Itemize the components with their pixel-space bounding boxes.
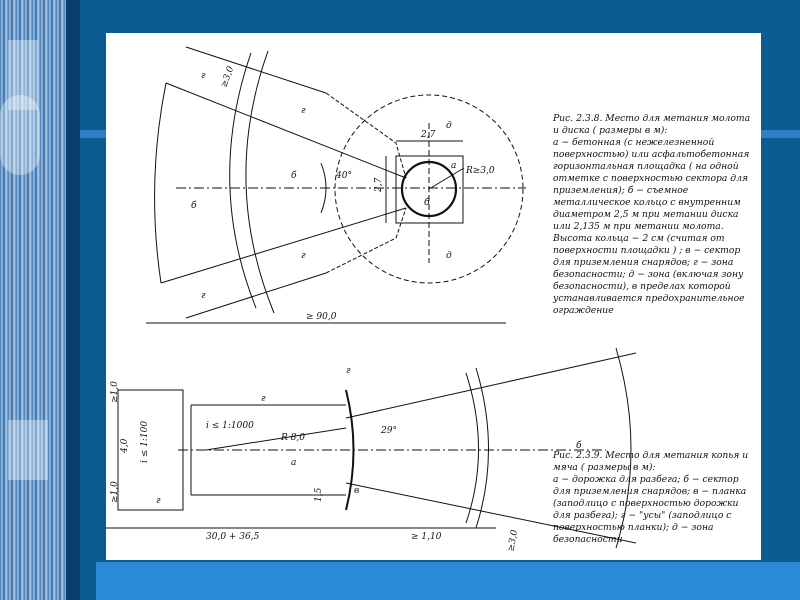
figure2-caption <box>553 450 758 546</box>
sector2-arc-1 <box>466 373 479 523</box>
sector-line-top <box>166 83 406 178</box>
label-slope-side: i ≤ 1:100 <box>140 420 150 463</box>
sector2-arc-2 <box>476 368 489 528</box>
safety-line-bottom <box>186 273 326 318</box>
label-edge-bottom: ≥1,0 <box>110 481 120 503</box>
label-small: 1,5 <box>314 487 324 502</box>
label-dim-3: ≥3,0 <box>219 65 237 90</box>
decorative-left-strip <box>0 0 66 600</box>
label-radius-2: R 8,0 <box>281 433 305 443</box>
label-b2: б <box>291 171 297 181</box>
label-angle: 40° <box>336 171 352 181</box>
label-edge-top: ≥1,0 <box>110 381 120 403</box>
sector2-line-top <box>346 353 636 418</box>
label-height: 2,7 <box>374 177 384 192</box>
label-width: 2,7 <box>421 130 436 140</box>
bottom-panel <box>96 562 800 600</box>
decorative-band <box>66 0 80 600</box>
label-b1: б <box>191 201 197 211</box>
label-g-bottom: г <box>156 496 161 506</box>
label-gamma: г <box>346 366 351 376</box>
label-g3: г <box>301 251 306 261</box>
safety-line-top <box>186 47 326 93</box>
label-radius: R≥3,0 <box>466 166 495 176</box>
figure1-caption-body: а − бетонная (с нежелезненной поверхностью) или асфальтобетонная горизонтальная площадка ( на одной отметке с поверхностью сектора для приземления); б − съемное металлическое кольцо с внутренним диаметром 2,5 м при метании диска или 2,135 м при метании молота. Высота кольца − 2 см (считая от поверхности площадки ) ; в − сектор для приземления снарядов; г − зона безопасности; д − зона (включая зону безопасности), в пределах которой устанавливается предохранительное ограждение <box>553 137 750 316</box>
radius-line <box>429 168 464 189</box>
figure2-caption-title: Рис. 2.3.9. Место для метания копья и мяча ( размеры в м): <box>553 450 749 473</box>
label-d1: д <box>446 121 452 131</box>
radius-line-2 <box>206 428 346 450</box>
label-d2: д <box>446 251 452 261</box>
safety-arc-1 <box>230 53 256 308</box>
figure1-caption <box>553 113 758 317</box>
sector-arc-outer <box>155 83 166 283</box>
label-circle-a: а <box>451 161 457 171</box>
label-dist: ≥ 1,10 <box>411 532 442 542</box>
safety-arc-2 <box>246 51 274 313</box>
label-a: а <box>291 458 297 468</box>
decor-shape <box>8 420 48 480</box>
label-length: ≥ 90,0 <box>306 312 337 322</box>
figure2-caption-body: а − дорожка для разбега; б − сектор для приземления снарядов; в − планка (заподлицо с поверхностью дорожки для разбега); г − "усы" (заподлицо с поверхностью планки); д − зона безопасности <box>553 474 747 545</box>
label-g4: г <box>201 291 206 301</box>
slide-content <box>106 33 761 560</box>
label-v: в <box>354 486 360 496</box>
label-circle-b: б <box>424 198 430 208</box>
label-angle-2: 29° <box>381 426 397 436</box>
cage-line-bottom <box>326 208 406 273</box>
cage-line-top <box>326 93 406 178</box>
label-b: б <box>576 441 582 451</box>
decor-shape <box>0 95 40 175</box>
label-length-2: 30,0 + 36,5 <box>206 532 260 542</box>
label-width-2: 4,0 <box>120 438 130 453</box>
label-corner: ≥3,0 <box>506 529 521 553</box>
sector-line-bottom <box>161 208 406 283</box>
label-g-top: г <box>261 394 266 404</box>
label-g2: г <box>301 106 306 116</box>
label-slope-top: i ≤ 1:1000 <box>206 421 254 431</box>
label-g1: г <box>201 71 206 81</box>
figure1-caption-title: Рис. 2.3.8. Место для метания молота и диска ( размеры в м): <box>553 113 751 136</box>
